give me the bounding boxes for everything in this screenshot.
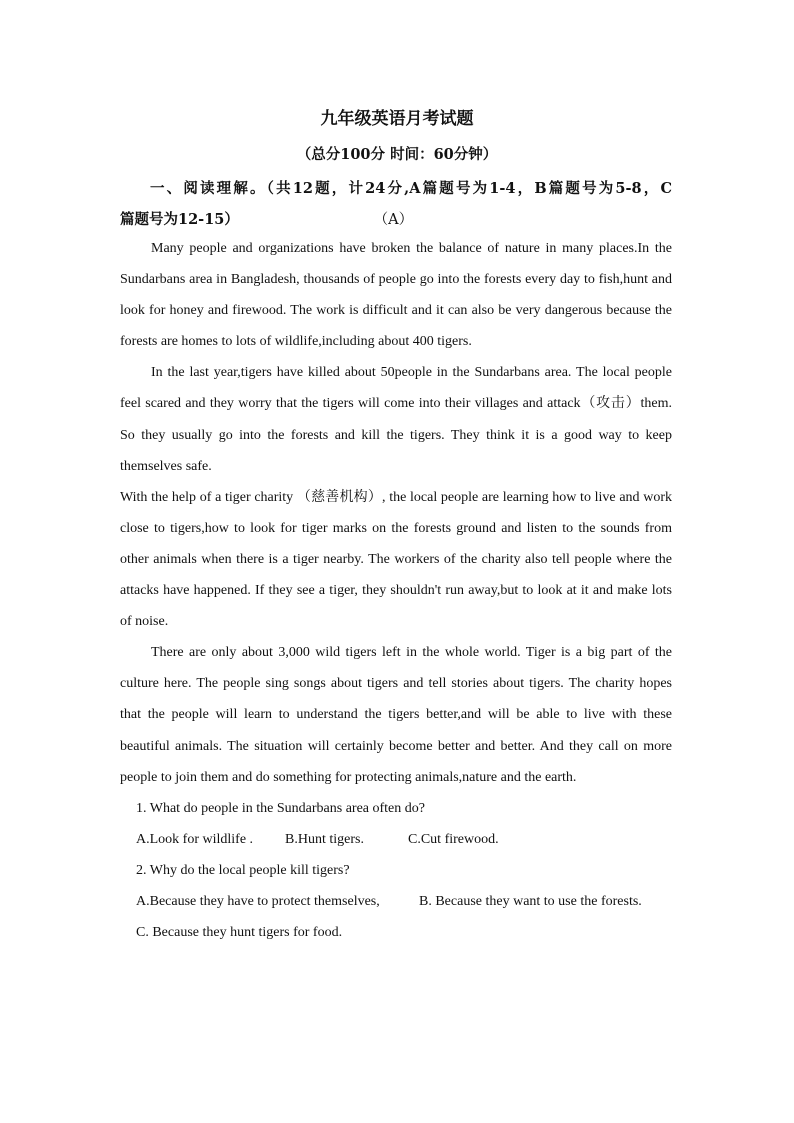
reading-passage xyxy=(120,233,672,948)
passage-mark: （A） xyxy=(380,212,414,228)
section-heading xyxy=(120,173,672,236)
question-2-stem: 2. Why do the local people kill tigers? xyxy=(136,862,350,878)
page-title: 九年级英语月考试题 xyxy=(320,109,474,129)
passage-paragraph-4: There are only about 3,000 wild tigers left in the whole world. Tiger is a big part of the culture here. The people sing songs about tigers and tell stories about tigers. The charity hopes that the people will learn to understand the tigers better,and will be able to live with these beautiful animals. The situation will certainly become better and better. And they call on more people to join them and do something for protecting animals,nature and the earth. xyxy=(120,645,672,785)
passage-paragraph-2: In the last year,tigers have killed about 50people in the Sundarbans area. The local people feel scared and they worry that the tigers will come into their villages and attack（攻击）them. So they usually go into the forests and kill the tigers. They think it is a good way to keep themselves safe. xyxy=(120,365,672,474)
question-1-option-c: C.Cut firewood. xyxy=(408,831,499,847)
question-2-option-a: A.Because they have to protect themselves, xyxy=(136,893,380,909)
question-2-options-line-2 xyxy=(120,917,672,948)
section-heading-line-1: 一、阅读理解。（共12题，计24分,A篇题号为1-4，B篇题号为5-8，C xyxy=(150,180,672,197)
question-1-option-b: B.Hunt tigers. xyxy=(285,831,364,847)
passage-paragraph-1: Many people and organizations have broken the balance of nature in many places.In the Sundarbans area in Bangladesh, thousands of people go into the forests every day to fish,hunt and look for honey and firewood. The work is difficult and it can also be very dangerous because the forests are homes to lots of wildlife,including about 400 tigers. xyxy=(120,241,672,350)
question-2-options-line-1 xyxy=(120,886,672,917)
question-2-option-b: B. Because they want to use the forests. xyxy=(419,893,642,909)
question-list xyxy=(120,793,672,948)
section-heading-line-2-text: 篇题号为12-15） xyxy=(120,211,239,228)
question-1-options xyxy=(120,824,672,855)
question-2-option-c: C. Because they hunt tigers for food. xyxy=(136,925,343,941)
question-1-stem: 1. What do people in the Sundarbans area often do? xyxy=(136,800,425,816)
passage-paragraph-3: With the help of a tiger charity （慈善机构）, the local people are learning how to live and work close to tigers,how to look for tiger marks on the forests ground and listen to the sounds from other animals when there is a tiger nearby. The workers of the charity also tell people where the attacks have happened. If they see a tiger, they shouldn't run away,but to look at it and make lots of noise. xyxy=(120,489,672,630)
question-1-option-a: A.Look for wildlife . xyxy=(136,831,254,847)
exam-info: （总分100分 时间：60分钟） xyxy=(296,146,498,163)
section-heading-line-2 xyxy=(120,204,672,236)
